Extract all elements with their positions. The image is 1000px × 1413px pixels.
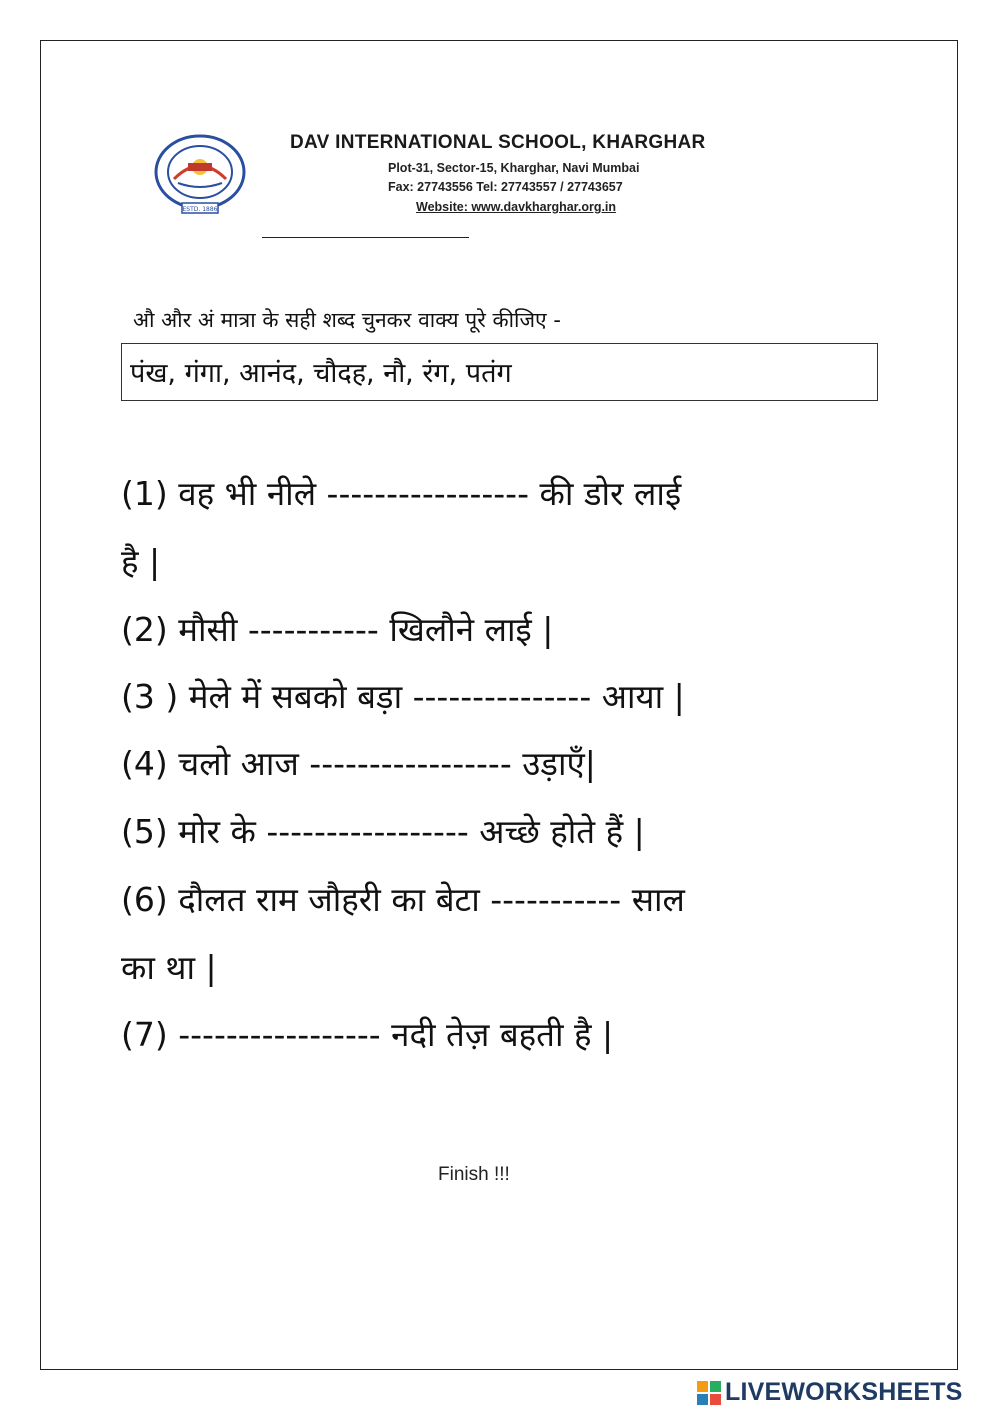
liveworksheets-brand[interactable] <box>697 1378 963 1407</box>
school-address: Plot-31, Sector-15, Kharghar, Navi Mumbai <box>388 161 640 175</box>
liveworksheets-logo-icon <box>697 1381 721 1405</box>
question-4: (4) चलो आज ----------------- उड़ाएँ| <box>121 744 596 783</box>
school-logo-icon <box>152 133 248 215</box>
brand-name: LIVEWORKSHEETS <box>725 1378 963 1406</box>
worksheet-instruction: औ और अं मात्रा के सही शब्द चुनकर वाक्य पूरे कीजिए - <box>133 308 561 332</box>
name-line <box>262 237 469 238</box>
question-5: (5) मोर के ----------------- अच्छे होते हैं | <box>121 812 645 851</box>
school-contact: Fax: 27743556 Tel: 27743557 / 27743657 <box>388 180 623 194</box>
question-6-line-1: (6) दौलत राम जौहरी का बेटा ----------- साल <box>121 880 685 919</box>
question-2: (2) मौसी ----------- खिलौने लाई | <box>121 610 554 649</box>
school-website: Website: www.davkharghar.org.in <box>416 200 617 214</box>
finish-button[interactable]: Finish !!! <box>438 1164 510 1185</box>
question-6-line-2: का था | <box>121 948 217 987</box>
word-bank: पंख, गंगा, आनंद, चौदह, नौ, रंग, पतंग <box>130 358 512 389</box>
word-bank-box <box>121 343 878 401</box>
question-1-line-1: (1) वह भी नीले ----------------- की डोर लाई <box>121 474 682 513</box>
school-name: DAV INTERNATIONAL SCHOOL, KHARGHAR <box>290 132 706 153</box>
question-7: (7) ----------------- नदी तेज़ बहती है | <box>121 1015 614 1054</box>
question-1-line-2: है | <box>121 542 161 581</box>
logo-estd-text: ESTD. 1886 <box>182 206 218 213</box>
question-3: (3 ) मेले में सबको बड़ा --------------- आया | <box>121 677 685 716</box>
